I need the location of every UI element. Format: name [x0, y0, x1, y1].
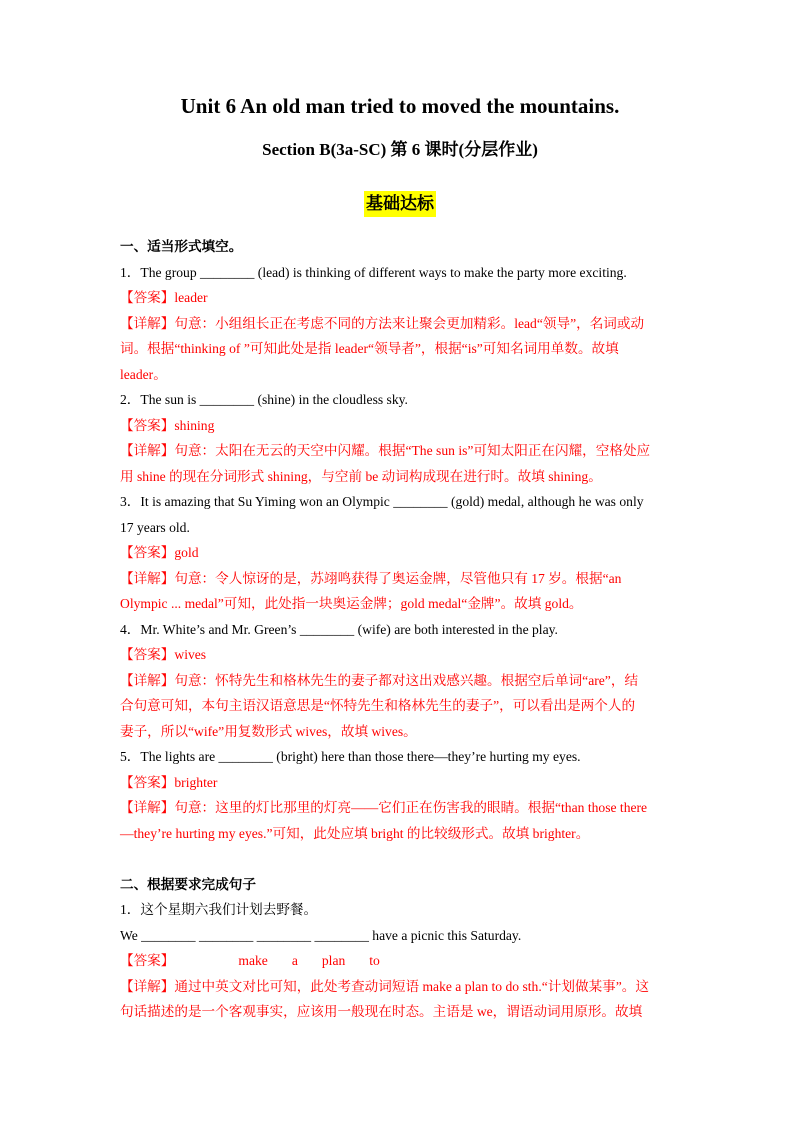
- question-text: 2．The sun is ________ (shine) in the cloudless sky.: [120, 392, 408, 407]
- explanation-line: 【详解】句意：怀特先生和格林先生的妻子都对这出戏感兴趣。根据空后单词“are”，结: [120, 672, 639, 688]
- level-heading-wrap: [0, 191, 800, 217]
- explanation-line: 妻子，所以“wife”用复数形式 wives，故填 wives。: [120, 723, 417, 739]
- level-heading: 基础达标: [364, 191, 436, 217]
- section-heading: 二、根据要求完成句子: [120, 876, 256, 892]
- answer-word: to: [369, 953, 380, 968]
- answer-line: [120, 948, 690, 974]
- question-chinese: 1．这个星期六我们计划去野餐。: [120, 902, 318, 917]
- question-text: 1．The group ________ (lead) is thinking of different ways to make the party more exciting.: [120, 264, 627, 280]
- explanation-line: —they’re hurting my eyes.”可知，此处应填 bright 的比较级形式。故填 brighter。: [120, 825, 590, 841]
- explanation-line: 词。根据“thinking of ”可知此处是指 leader“领导者”，根据“is”可知名词用单数。故填: [120, 341, 619, 356]
- explanation-line: leader。: [120, 366, 167, 382]
- answer-label: 【答案】: [120, 953, 175, 968]
- exercise-content: [120, 234, 690, 1025]
- section-gap: [120, 846, 690, 872]
- answer-line: 【答案】gold: [120, 545, 199, 560]
- explanation-line: 句话描述的是一个客观事实，应该用一般现在时态。主语是 we，谓语动词用原形。故填: [120, 1004, 643, 1019]
- explanation-line: Olympic ... medal”可知，此处指一块奥运金牌；gold medal“金牌”。故填 gold。: [120, 596, 583, 611]
- explanation-line: 【详解】通过中英文对比可知，此处考查动词短语 make a plan to do sth.“计划做某事”。这: [120, 978, 649, 994]
- answer-line: 【答案】brighter: [120, 774, 218, 790]
- answer-line: 【答案】wives: [120, 647, 207, 662]
- question-text: 17 years old.: [120, 519, 190, 535]
- explanation-line: 合句意可知，本句主语汉语意思是“怀特先生和格林先生的妻子”，可以看出是两个人的: [120, 698, 636, 713]
- explanation-line: 【详解】句意：令人惊讶的是，苏翊鸣获得了奥运金牌，尽管他只有 17 岁。根据“an: [120, 570, 622, 586]
- question-text: We ________ ________ ________ ________ have a picnic this Saturday.: [120, 927, 522, 943]
- question-text: 4．Mr. White’s and Mr. Green’s ________ (wife) are both interested in the play.: [120, 621, 558, 637]
- question-text: 3．It is amazing that Su Yiming won an Olympic ________ (gold) medal, although he was only: [120, 494, 644, 509]
- section-heading: 一、适当形式填空。: [120, 239, 243, 254]
- question-text: 5．The lights are ________ (bright) here than those there—they’re hurting my eyes.: [120, 749, 581, 764]
- document-subtitle: Section B(3a-SC) 第 6 课时(分层作业): [262, 140, 538, 159]
- explanation-line: 【详解】句意：太阳在无云的天空中闪耀。根据“The sun is”可知太阳正在闪耀，空格处应: [120, 443, 651, 458]
- explanation-line: 【详解】句意：这里的灯比那里的灯亮——它们正在伤害我的眼睛。根据“than those there: [120, 800, 648, 815]
- answer-line: 【答案】shining: [120, 417, 215, 433]
- explanation-line: 【详解】句意：小组组长正在考虑不同的方法来让聚会更加精彩。lead“领导”，名词或动: [120, 315, 645, 331]
- document-title: Unit 6 An old man tried to moved the mountains.: [180, 94, 620, 118]
- answer-word: make: [238, 953, 268, 968]
- answer-word: a: [291, 953, 298, 968]
- answer-line: 【答案】leader: [120, 290, 208, 305]
- answer-word: plan: [321, 953, 346, 968]
- explanation-line: 用 shine 的现在分词形式 shining，与空前 be 动词构成现在进行时。故填 shining。: [120, 468, 602, 484]
